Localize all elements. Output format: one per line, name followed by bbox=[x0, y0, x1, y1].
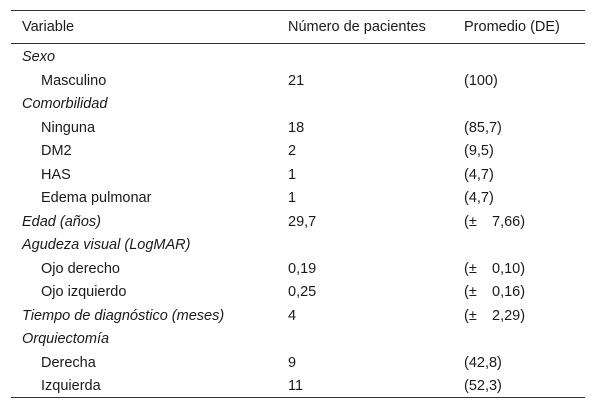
header-mean: Promedio (DE) bbox=[464, 19, 560, 35]
header-patients: Número de pacientes bbox=[288, 19, 426, 35]
plus-minus-prefix: (± bbox=[464, 261, 477, 277]
patients-cell: 21 bbox=[288, 73, 305, 89]
mean-cell bbox=[464, 352, 502, 375]
header-variable: Variable bbox=[22, 19, 75, 35]
table-row bbox=[11, 187, 585, 210]
section-label: Orquiectomía bbox=[22, 331, 110, 347]
mean-value: 0,10) bbox=[492, 261, 526, 277]
table-row bbox=[11, 211, 585, 234]
patients-cell: 4 bbox=[288, 308, 297, 324]
patients-cell: 0,25 bbox=[288, 284, 317, 300]
section-label: Edad (años) bbox=[22, 214, 101, 230]
plus-minus-prefix: (± bbox=[464, 308, 477, 324]
top-rule bbox=[11, 10, 585, 11]
row-label: Edema pulmonar bbox=[41, 190, 152, 206]
mean-cell bbox=[464, 70, 498, 93]
table-row bbox=[11, 93, 585, 116]
row-label: DM2 bbox=[41, 143, 72, 159]
mean-value: (4,7) bbox=[464, 190, 494, 206]
mean-cell bbox=[464, 281, 525, 304]
patients-cell: 1 bbox=[288, 167, 297, 183]
row-label: HAS bbox=[41, 167, 71, 183]
mean-cell bbox=[464, 305, 525, 328]
mean-cell bbox=[464, 258, 525, 281]
mean-value: 0,16) bbox=[492, 284, 526, 300]
mean-value: 7,66) bbox=[492, 214, 526, 230]
section-label: Comorbilidad bbox=[22, 96, 108, 112]
table-row bbox=[11, 46, 585, 69]
table-row bbox=[11, 375, 585, 398]
table-row bbox=[11, 70, 585, 93]
mean-value: (100) bbox=[464, 73, 498, 89]
patients-cell: 1 bbox=[288, 190, 297, 206]
mean-cell bbox=[464, 211, 525, 234]
mean-value: 2,29) bbox=[492, 308, 526, 324]
table-row bbox=[11, 281, 585, 304]
mean-cell bbox=[464, 187, 494, 210]
table-row bbox=[11, 328, 585, 351]
mean-cell bbox=[464, 164, 494, 187]
section-label: Agudeza visual (LogMAR) bbox=[22, 237, 191, 253]
plus-minus-prefix: (± bbox=[464, 284, 477, 300]
table-row bbox=[11, 258, 585, 281]
row-label: Ojo izquierdo bbox=[41, 284, 127, 300]
patients-cell: 2 bbox=[288, 143, 297, 159]
mean-cell bbox=[464, 117, 502, 140]
section-label: Sexo bbox=[22, 49, 56, 65]
row-label: Izquierda bbox=[41, 378, 101, 394]
mean-value: (42,8) bbox=[464, 355, 502, 371]
mean-value: (4,7) bbox=[464, 167, 494, 183]
patients-cell: 29,7 bbox=[288, 214, 317, 230]
table-row bbox=[11, 164, 585, 187]
row-label: Ninguna bbox=[41, 120, 96, 136]
mean-value: (9,5) bbox=[464, 143, 494, 159]
row-label: Masculino bbox=[41, 73, 107, 89]
section-label: Tiempo de diagnóstico (meses) bbox=[22, 308, 225, 324]
table-row bbox=[11, 140, 585, 163]
mean-cell bbox=[464, 375, 502, 398]
mean-value: (52,3) bbox=[464, 378, 502, 394]
table-row bbox=[11, 352, 585, 375]
mean-value: (85,7) bbox=[464, 120, 502, 136]
header-row bbox=[11, 16, 585, 39]
row-label: Derecha bbox=[41, 355, 96, 371]
patients-cell: 9 bbox=[288, 355, 297, 371]
row-label: Ojo derecho bbox=[41, 261, 120, 277]
patients-cell: 11 bbox=[288, 378, 304, 394]
header-rule bbox=[11, 43, 585, 44]
table-row bbox=[11, 234, 585, 257]
plus-minus-prefix: (± bbox=[464, 214, 477, 230]
patients-cell: 0,19 bbox=[288, 261, 317, 277]
table-row bbox=[11, 117, 585, 140]
patients-cell: 18 bbox=[288, 120, 305, 136]
mean-cell bbox=[464, 140, 494, 163]
bottom-rule bbox=[11, 397, 585, 398]
table-row bbox=[11, 305, 585, 328]
